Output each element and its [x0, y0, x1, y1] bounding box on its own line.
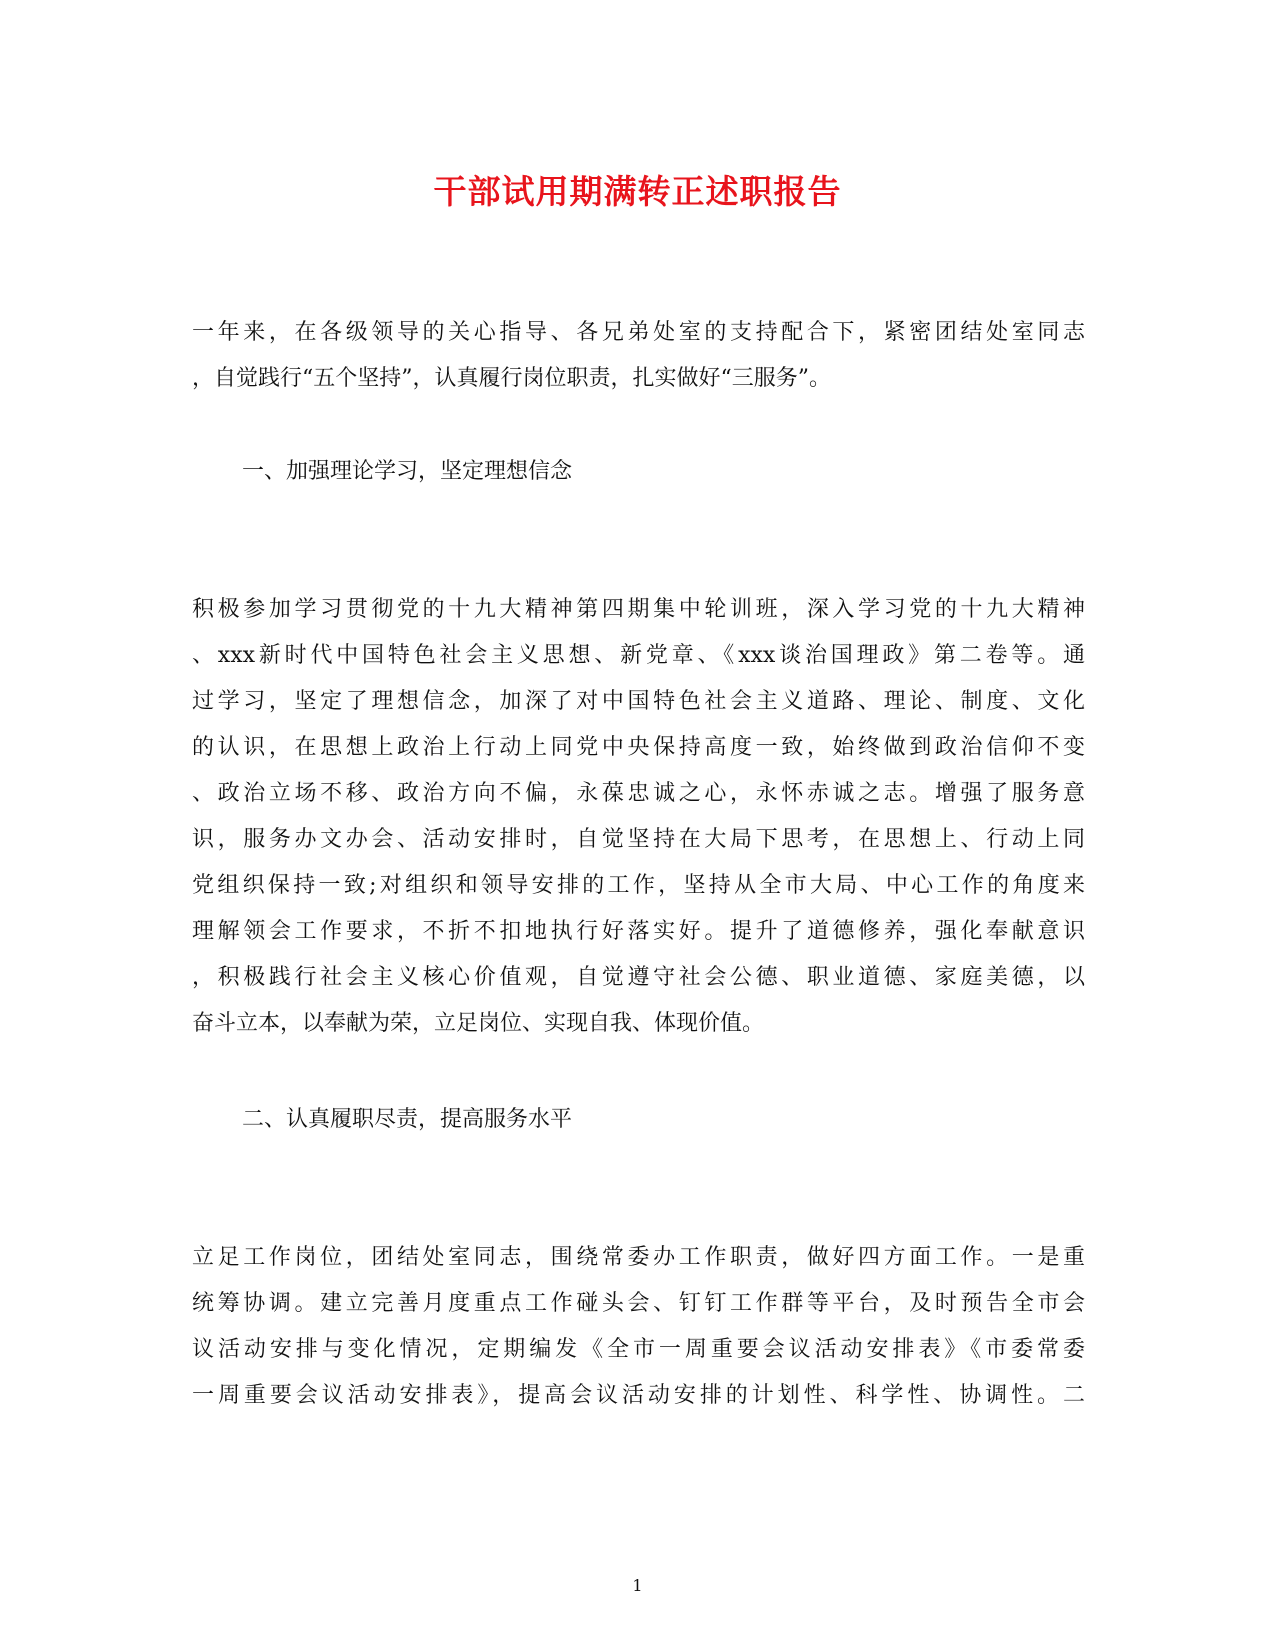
section-heading-1: 一、加强理论学习，坚定理想信念	[242, 459, 573, 484]
text-line: 议活动安排与变化情况，定期编发《全市一周重要会议活动安排表》《市委常委	[192, 1337, 1085, 1362]
text-line: 理解领会工作要求，不折不扣地执行好落实好。提升了道德修养，强化奉献意识	[192, 919, 1085, 944]
document-title: 干部试用期满转正述职报告	[433, 172, 842, 211]
text-line: 统筹协调。建立完善月度重点工作碰头会、钉钉工作群等平台，及时预告全市会	[192, 1291, 1085, 1316]
text-line: 的认识，在思想上政治上行动上同党中央保持高度一致，始终做到政治信仰不变	[192, 735, 1085, 760]
text-line: 识，服务办文办会、活动安排时，自觉坚持在大局下思考，在思想上、行动上同	[192, 827, 1085, 852]
text-line: 一周重要会议活动安排表》，提高会议活动安排的计划性、科学性、协调性。二	[192, 1383, 1085, 1408]
section-2-paragraph	[192, 1235, 1085, 1419]
text-line: 过学习，坚定了理想信念，加深了对中国特色社会主义道路、理论、制度、文化	[192, 689, 1085, 714]
text-line: 、政治立场不移、政治方向不偏，永葆忠诚之心，永怀赤诚之志。增强了服务意	[192, 781, 1085, 806]
text-line: 积极参加学习贯彻党的十九大精神第四期集中轮训班，深入学习党的十九大精神	[192, 597, 1085, 622]
text-line: 、xxx新时代中国特色社会主义思想、新党章、《xxx谈治国理政》第二卷等。通	[192, 643, 1085, 668]
text-line: 党组织保持一致;对组织和领导安排的工作，坚持从全市大局、中心工作的角度来	[192, 873, 1085, 898]
text-line: ，积极践行社会主义核心价值观，自觉遵守社会公德、职业道德、家庭美德，以	[192, 965, 1085, 990]
text-line: 立足工作岗位，团结处室同志，围绕常委办工作职责，做好四方面工作。一是重	[192, 1245, 1085, 1270]
section-1-paragraph	[192, 587, 1085, 1047]
text-line: ，自觉践行“五个坚持”，认真履行岗位职责，扎实做好“三服务”。	[192, 366, 831, 391]
intro-paragraph	[192, 310, 1085, 402]
text-line: 奋斗立本，以奉献为荣，立足岗位、实现自我、体现价值。	[192, 1011, 765, 1036]
page-number: 1	[632, 1576, 643, 1595]
text-line: 一年来，在各级领导的关心指导、各兄弟处室的支持配合下，紧密团结处室同志	[192, 320, 1085, 345]
section-heading-2: 二、认真履职尽责，提高服务水平	[242, 1107, 573, 1132]
